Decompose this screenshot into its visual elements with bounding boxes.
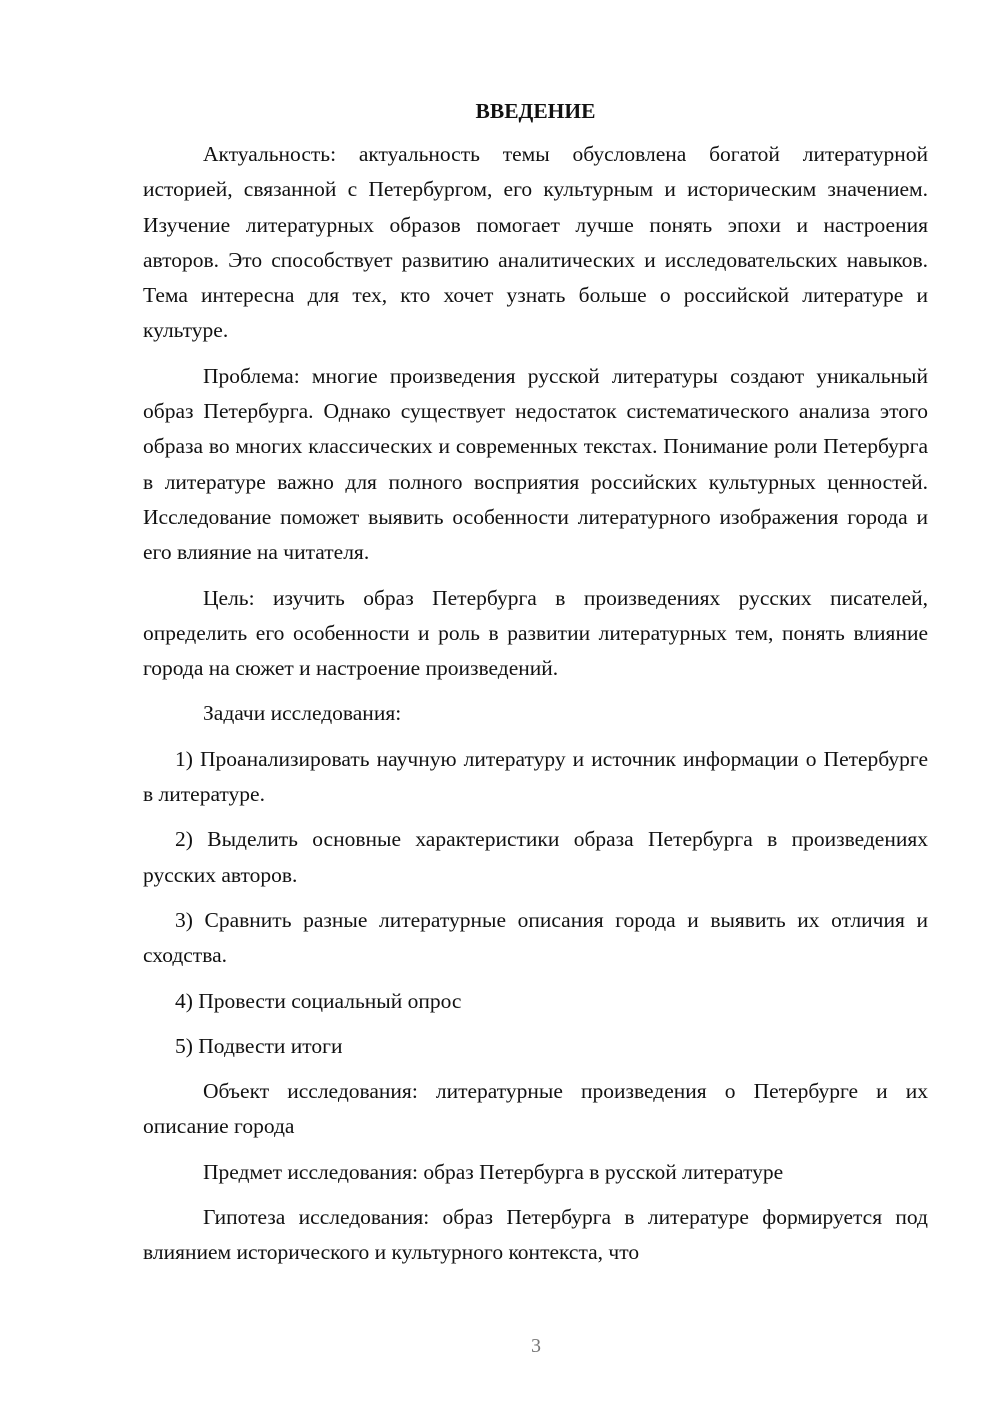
paragraph-object: Объект исследования: литературные произведения о Петербурге и их описание города xyxy=(143,1079,928,1139)
list-item-task-3: 3) Сравнить разные литературные описания города и выявить их отличия и сходства. xyxy=(143,907,928,968)
paragraph-subject: Предмет исследования: образ Петербурга в русской литературе xyxy=(203,1159,784,1184)
paragraph-goal: Цель: изучить образ Петербурга в произведениях русских писателей, определить его особенности и роль в развитии литературных тем, понять влияние города на сюжет и настроение произведений. xyxy=(143,585,928,681)
list-item-task-4: 4) Провести социальный опрос xyxy=(175,988,462,1013)
paragraph-relevance: Актуальность: актуальность темы обусловлена богатой литературной историей, связанной с Петербургом, его культурным и историческим значением. Изучение литературных образов помогает лучше понять эпохи и настроения авторов. Это способствует развитию аналитических и исследовательских навыков. Тема интересна для тех, кто хочет узнать больше о российской литературе и культуре. xyxy=(143,142,928,343)
paragraph-hypothesis: Гипотеза исследования: образ Петербурга в литературе формируется под влиянием исторического и культурного контекста, что xyxy=(143,1205,928,1265)
page-number: 3 xyxy=(531,1335,541,1357)
list-item-task-1: 1) Проанализировать научную литературу и источник информации о Петербурге в литературе. xyxy=(143,746,928,807)
section-heading: ВВЕДЕНИЕ xyxy=(475,99,596,123)
paragraph-problem: Проблема: многие произведения русской литературы создают уникальный образ Петербурга. Однако существует недостаток систематического анализа этого образа во многих классических и современных текстах. Понимание роли Петербурга в литературе важно для полного восприятия российских культурных ценностей. Исследование поможет выявить особенности литературного изображения города и его влияние на читателя. xyxy=(143,363,928,565)
list-item-task-2: 2) Выделить основные характеристики образа Петербурга в произведениях русских авторов. xyxy=(143,827,928,887)
list-item-task-5: 5) Подвести итоги xyxy=(175,1033,343,1058)
page-body xyxy=(143,96,928,1281)
paragraph-tasks-intro: Задачи исследования: xyxy=(203,701,402,726)
